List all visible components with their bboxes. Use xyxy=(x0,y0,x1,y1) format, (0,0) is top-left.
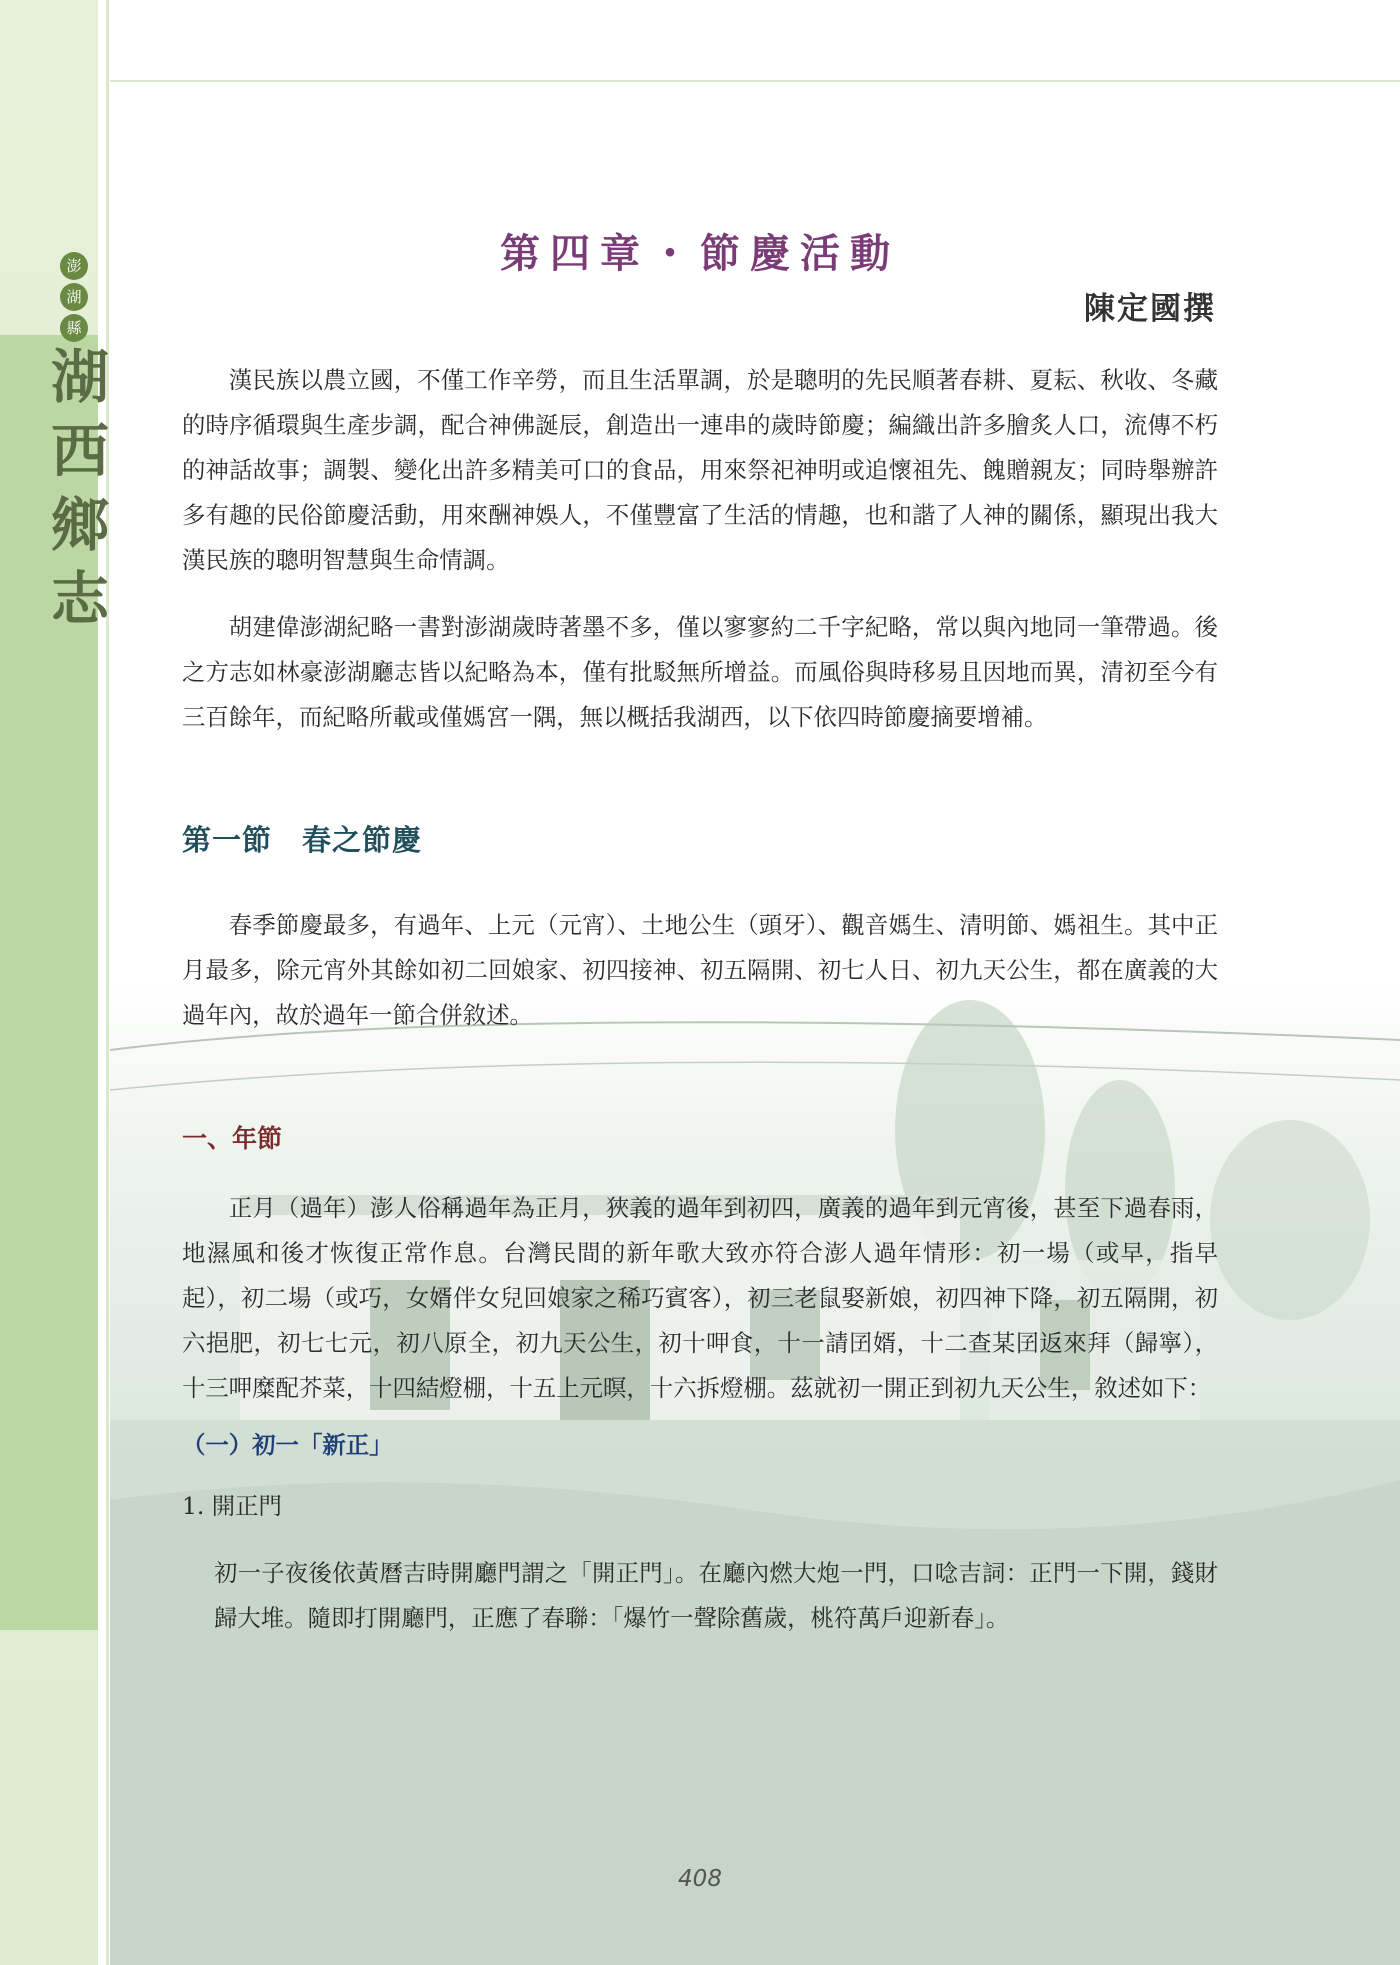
intro-paragraph: 胡建偉澎湖紀略一書對澎湖歲時著墨不多，僅以寥寥約二千字紀略，常以與內地同一筆帶過。後之方志如林豪澎湖廳志皆以紀略為本，僅有批駁無所增益。而風俗與時移易且因地而異，清初至今有三百餘年，而紀略所載或僅媽宮一隅，無以概括我湖西，以下依四時節慶摘要增補。 xyxy=(182,613,1218,731)
chapter-title: 第四章・節慶活動 xyxy=(500,230,900,277)
item-paragraph: 初一子夜後依黃曆吉時開廳門謂之「開正門」。在廳內燃大炮一門，口唸吉詞：正門一下開，錢財歸大堆。隨即打開廳門，正應了春聯：「爆竹一聲除舊歲，桃符萬戶迎新春」。 xyxy=(214,1559,1218,1632)
page-number: 408 xyxy=(678,1866,722,1892)
item-subheading: 1. 開正門 xyxy=(182,1492,282,1520)
seal-char: 澎 xyxy=(60,252,88,280)
side-divider xyxy=(106,0,109,1965)
title-char: 志 xyxy=(50,565,109,633)
intro-paragraph: 漢民族以農立國，不僅工作辛勞，而且生活單調，於是聰明的先民順著春耕、夏耘、秋收、冬藏的時序循環與生產步調，配合神佛誕辰，創造出一連串的歲時節慶；編織出許多膾炙人口，流傳不朽的神話故事；調製、變化出許多精美可口的食品，用來祭祀神明或追懷祖先、餽贈親友；同時舉辦許多有趣的民俗節慶活動，用來酬神娛人，不僅豐富了生活的情趣，也和諧了人神的關係，顯現出我大漢民族的聰明智慧與生命情調。 xyxy=(182,366,1218,574)
book-title-vertical xyxy=(50,340,110,636)
subsection-paragraph: 正月（過年）澎人俗稱過年為正月，狹義的過年到初四，廣義的過年到元宵後，甚至下過春雨，地濕風和後才恢復正常作息。台灣民間的新年歌大致亦符合澎人過年情形：初一場（或早，指早起），初二場（或巧，女婿伴女兒回娘家之稀巧賓客），初三老鼠娶新娘，初四神下降，初五隔開，初六挹肥，初七七元，初八原全，初九天公生，初十呷食，十一請囝婿，十二查某囝返來拜（歸寧），十三呷糜配芥菜，十四結燈棚，十五上元暝，十六拆燈棚。茲就初一開正到初九天公生，敘述如下： xyxy=(182,1194,1218,1402)
section-heading: 第一節 春之節慶 xyxy=(182,823,423,857)
title-char: 鄉 xyxy=(50,491,109,559)
section-paragraph: 春季節慶最多，有過年、上元（元宵）、土地公生（頭牙）、觀音媽生、清明節、媽祖生。其中正月最多，除元宵外其餘如初二回娘家、初四接神、初五隔開、初七人日、初九天公生，都在廣義的大過年內，故於過年一節合併敘述。 xyxy=(182,911,1218,1029)
chapter-author: 陳定國撰 xyxy=(1084,291,1216,327)
seal-char: 縣 xyxy=(60,314,88,342)
item-heading: （一）初一「新正」 xyxy=(182,1431,393,1459)
county-seal xyxy=(58,252,90,342)
title-char: 西 xyxy=(50,417,109,485)
title-char: 湖 xyxy=(50,343,109,411)
main-content xyxy=(182,358,1218,1641)
subsection-heading: 一、年節 xyxy=(182,1124,283,1153)
header-rule xyxy=(110,80,1400,82)
seal-char: 湖 xyxy=(60,283,88,311)
